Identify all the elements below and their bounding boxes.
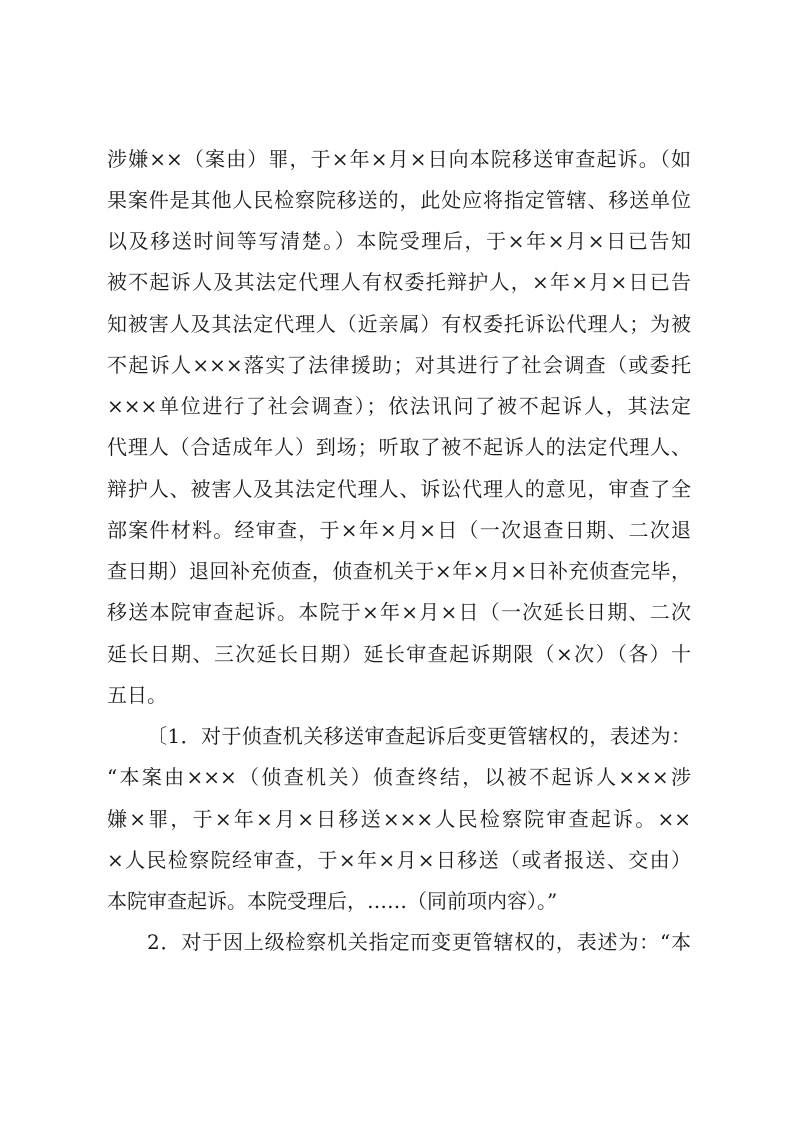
text-line: 果案件是其他人民检察院移送的，此处应将指定管辖、移送单位 xyxy=(107,188,691,212)
text-line: ×××单位进行了社会调查）；依法讯问了被不起诉人，其法定 xyxy=(107,394,691,418)
text-line: “本案由×××（侦查机关）侦查终结，以被不起诉人×××涉 xyxy=(107,765,691,789)
text-line: 代理人（合适成年人）到场；听取了被不起诉人的法定代理人、 xyxy=(107,435,691,459)
text-line: 移送本院审查起诉。本院于×年×月×日（一次延长日期、二次 xyxy=(107,600,691,624)
text-line: 被不起诉人及其法定代理人有权委托辩护人，×年×月×日已告 xyxy=(107,270,691,294)
text-line: 五日。 xyxy=(107,683,167,707)
text-line: 查日期）退回补充侦查，侦查机关于×年×月×日补充侦查完毕， xyxy=(107,559,691,583)
text-line: 嫌×罪，于×年×月×日移送×××人民检察院审查起诉。×× xyxy=(107,807,691,831)
text-line: 本院审查起诉。本院受理后，……（同前项内容）。” xyxy=(107,889,558,913)
text-line: 知被害人及其法定代理人（近亲属）有权委托诉讼代理人；为被 xyxy=(107,312,691,336)
text-line: 2．对于因上级检察机关指定而变更管辖权的，表述为：“本 xyxy=(147,930,691,954)
text-line: 〔1．对于侦查机关移送审查起诉后变更管辖权的，表述为： xyxy=(147,724,691,748)
text-line: 不起诉人×××落实了法律援助；对其进行了社会调查（或委托 xyxy=(107,353,691,377)
text-line: 辩护人、被害人及其法定代理人、诉讼代理人的意见，审查了全 xyxy=(107,477,691,501)
text-line: 涉嫌××（案由）罪，于×年×月×日向本院移送审查起诉。（如 xyxy=(107,147,691,171)
text-line: 部案件材料。经审查，于×年×月×日（一次退查日期、二次退 xyxy=(107,518,691,542)
text-line: 延长日期、三次延长日期）延长审查起诉期限（×次）（各）十 xyxy=(107,642,691,666)
text-line: 以及移送时间等写清楚。）本院受理后，于×年×月×日已告知 xyxy=(107,229,691,253)
text-line: ×人民检察院经审查，于×年×月×日移送（或者报送、交由） xyxy=(107,848,691,872)
